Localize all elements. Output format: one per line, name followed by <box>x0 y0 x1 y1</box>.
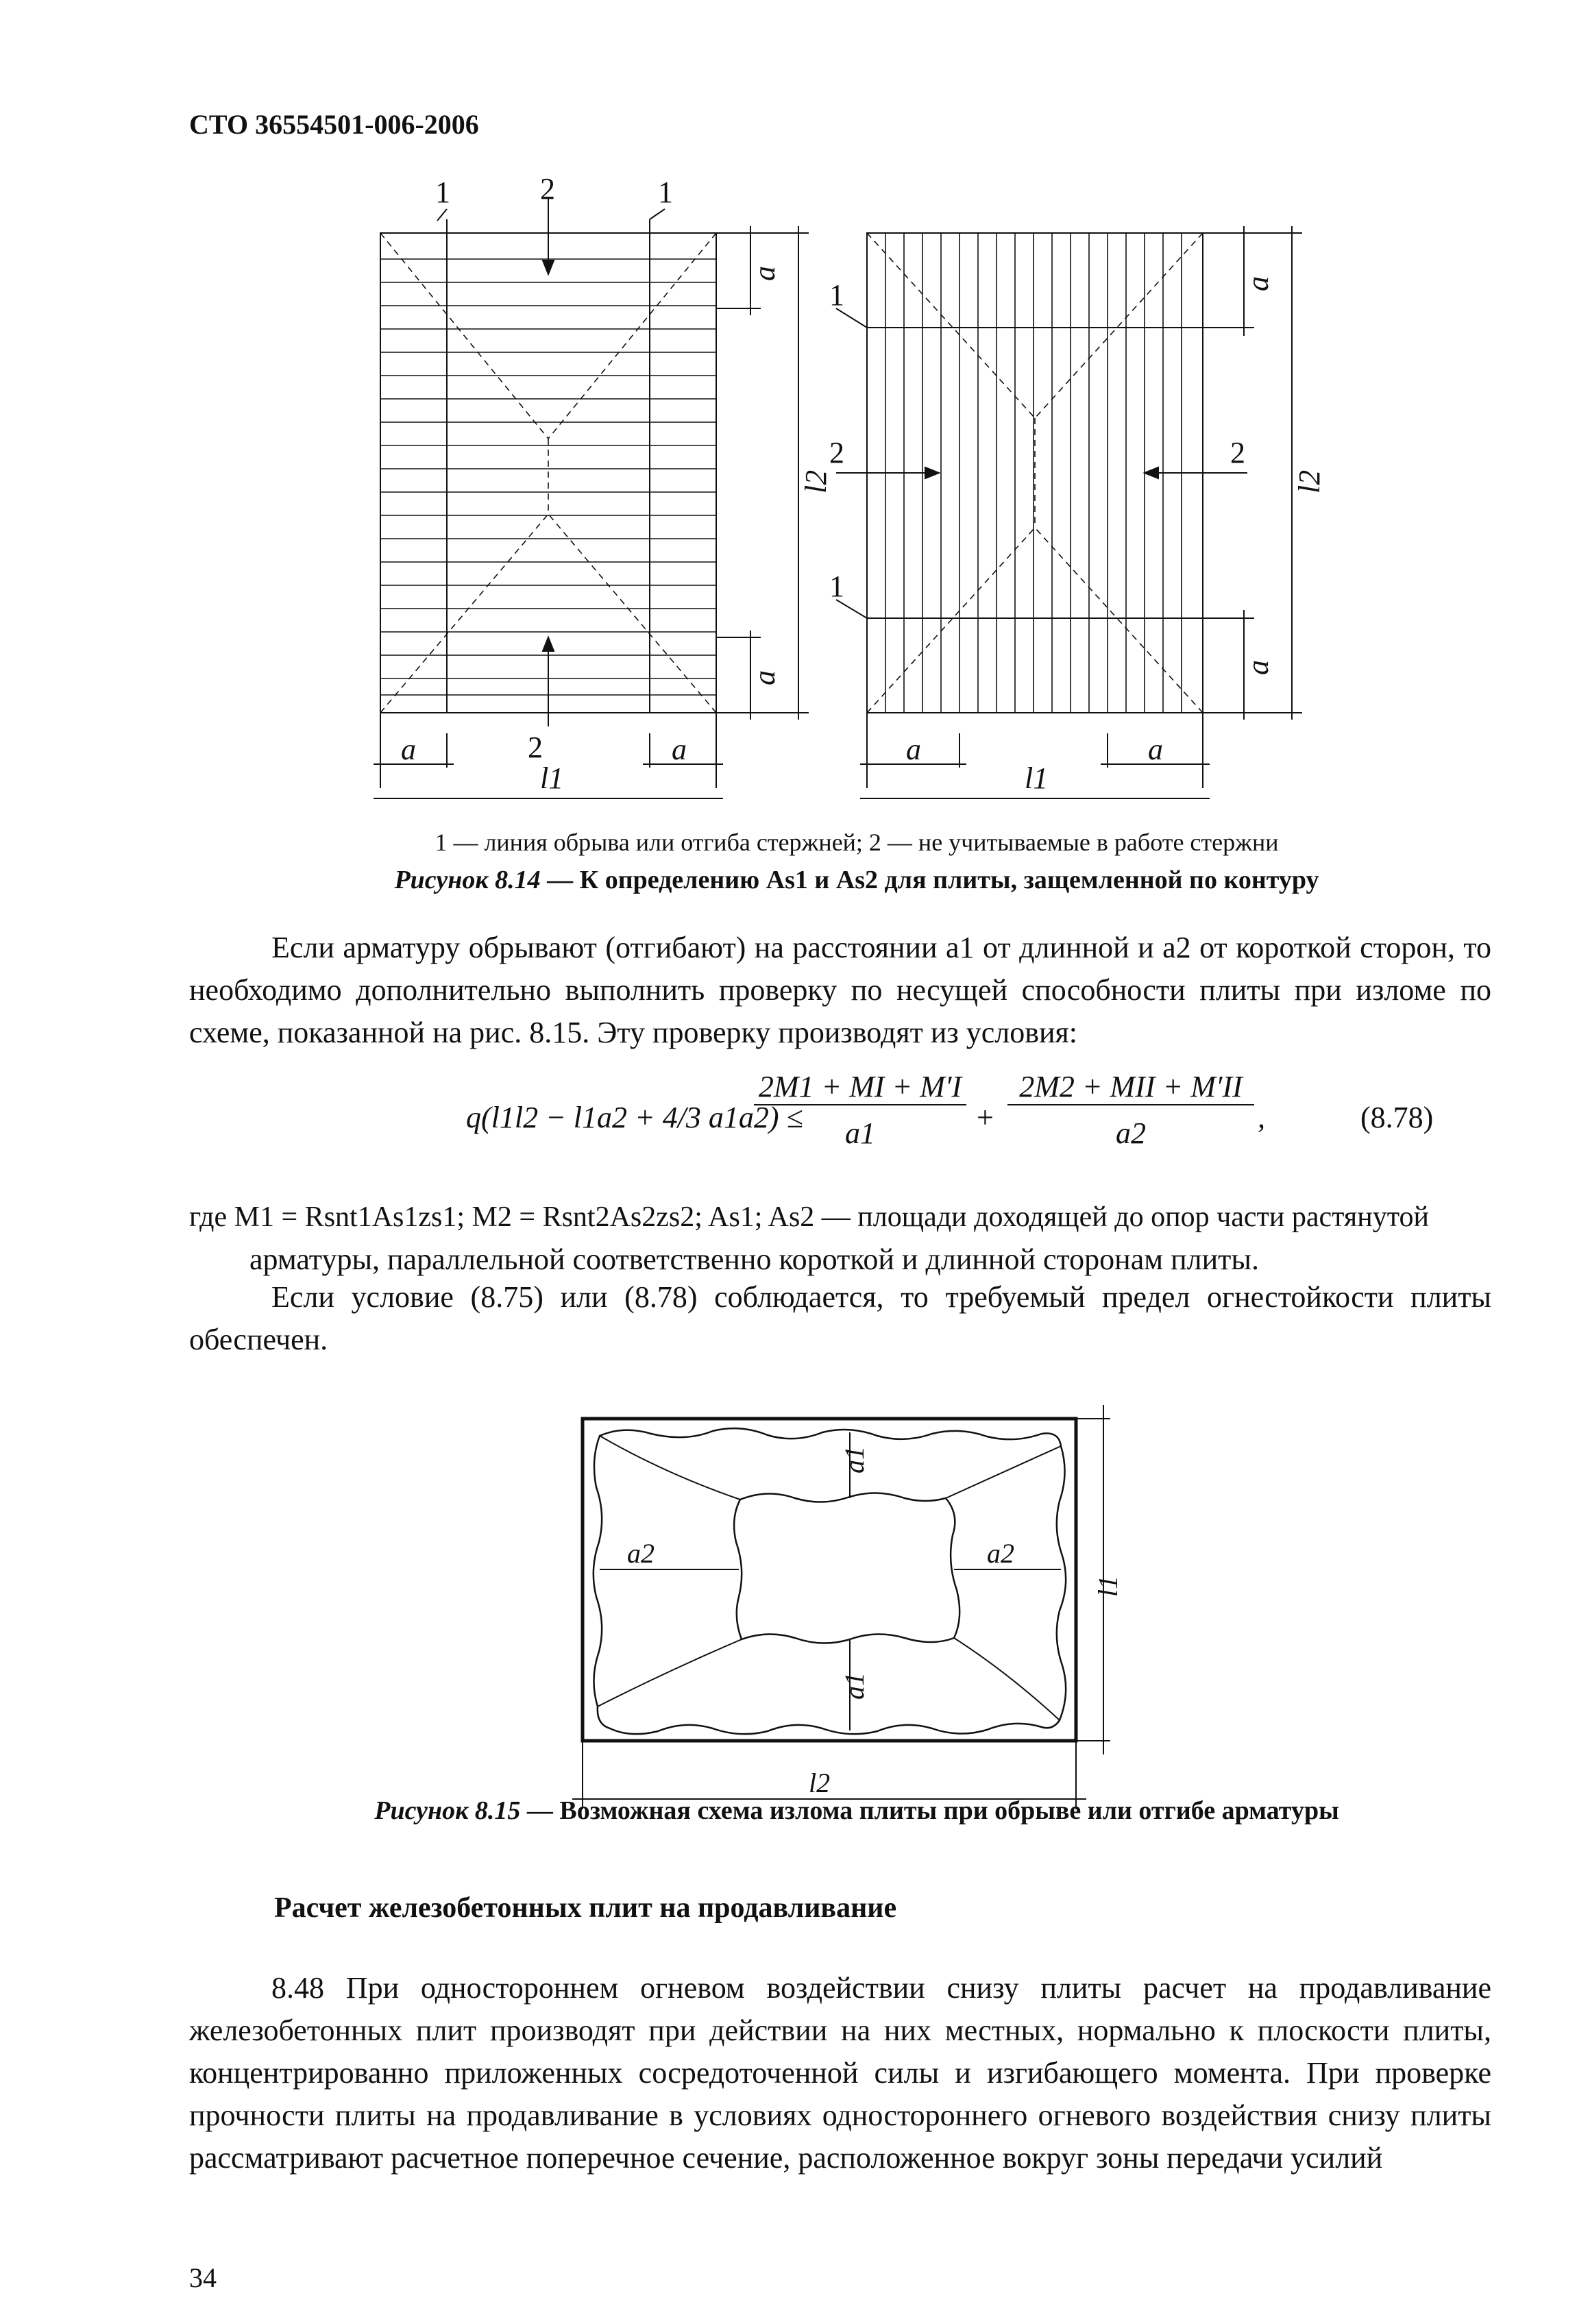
figure-8-15 <box>562 1398 1124 1823</box>
fig14-label-2-top: 2 <box>540 172 555 206</box>
fig14-dim-l1-left: l1 <box>540 761 564 795</box>
formula-lhs: q(l1l2 − l1a2 + 4/3 a1a2) ≤ <box>466 1101 803 1134</box>
fig15-caption <box>274 1796 1439 1826</box>
paragraph-2 <box>189 1276 1491 1361</box>
paragraph-1 <box>189 927 1491 1054</box>
fig14-dim-a-right2: a <box>1148 733 1163 766</box>
page-number: 34 <box>189 2262 217 2293</box>
figure-8-14 <box>370 171 1330 816</box>
fig15-dim-l1: l1 <box>1092 1575 1123 1597</box>
paragraph-8-48 <box>189 1967 1491 2179</box>
fig15-dim-a2-right: a2 <box>987 1538 1014 1569</box>
fig14-label-1-left: 1 <box>435 175 450 209</box>
fig14-label-2-bottom: 2 <box>528 731 543 764</box>
paragraph-1-text: Если арматуру обрывают (отгибают) на расстоянии a1 от длинной и a2 от короткой сторон, то необходимо дополнительно выполнить проверку по несущей способности плиты при изломе по схеме, показанной на рис. 8.15. Эту проверку производят из условия: <box>189 931 1491 1049</box>
formula-end: , <box>1258 1101 1265 1134</box>
formula-term2-num: 2M2 + MII + M′II <box>1007 1069 1254 1105</box>
fig15-dim-l2: l2 <box>809 1768 831 1798</box>
formula-term1-den: a1 <box>845 1116 875 1150</box>
fig14-label-2-r-right: 2 <box>1230 436 1245 469</box>
equation-number: (8.78) <box>1360 1101 1434 1134</box>
fig14-label-1-r-bottom: 1 <box>829 570 844 603</box>
fig14-dim-a-rv2: a <box>1241 660 1275 675</box>
formula-term2-den: a2 <box>1116 1116 1146 1150</box>
where-line-2: арматуры, параллельной соответственно короткой и длинной сторонам плиты. <box>249 1243 1259 1276</box>
formula-term1-num: 2M1 + MI + M′I <box>754 1069 966 1105</box>
document-code: СТО 36554501-006-2006 <box>189 109 479 140</box>
fig14-caption <box>274 865 1439 895</box>
fig14-dim-l2-right: l2 <box>1293 469 1326 493</box>
fig14-dim-a-left1: a <box>401 733 416 766</box>
fig15-caption-text: — Возможная схема излома плиты при обрыве или отгибе арматуры <box>526 1796 1339 1825</box>
paragraph-2-text: Если условие (8.75) или (8.78) соблюдается, то требуемый предел огнестойкости плиты обеспечен. <box>189 1280 1491 1356</box>
fig14-dim-a-right1: a <box>906 733 921 766</box>
fig14-legend: 1 — линия обрыва или отгиба стержней; 2 — не учитываемые в работе стержни <box>435 829 1279 856</box>
fig14-label-1-r-top: 1 <box>829 278 844 312</box>
fig15-dim-a1-bottom: a1 <box>839 1672 870 1700</box>
fig14-dim-a-rv1: a <box>1241 276 1275 291</box>
fig15-dim-a2-left: a2 <box>627 1538 655 1569</box>
fig14-label-2-r-left: 2 <box>829 436 844 469</box>
fig14-dim-l1-right: l1 <box>1025 761 1049 795</box>
fig14-dim-a-left2: a <box>672 733 687 766</box>
fig14-dim-l2-left: l2 <box>799 469 833 493</box>
where-line-1: где M1 = Rsnt1As1zs1; M2 = Rsnt2As2zs2; As1; As2 — площади доходящей до опор части растянутой <box>189 1201 1429 1233</box>
fig14-dim-a-v1: a <box>748 266 781 281</box>
fig15-dim-a1-top: a1 <box>839 1446 870 1473</box>
formula-8-78 <box>466 1069 1288 1172</box>
fig15-caption-prefix: Рисунок 8.15 <box>374 1796 521 1825</box>
fig14-caption-prefix: Рисунок 8.14 <box>394 866 541 894</box>
fig14-dim-a-v2: a <box>748 670 781 685</box>
where-block <box>189 1196 1491 1281</box>
fig14-caption-text: — К определению As1 и As2 для плиты, защемленной по контуру <box>547 866 1319 894</box>
section-title: Расчет железобетонных плит на продавливание <box>274 1892 897 1924</box>
formula-plus: + <box>977 1101 994 1134</box>
fig14-label-1-right: 1 <box>658 175 673 209</box>
paragraph-8-48-text: 8.48 При одностороннем огневом воздействии снизу плиты расчет на продавливание железобетонных плит производят при действии на них местных, нормально к плоскости плиты, концентрированно приложенных сосредоточенной силы и изгибающего момента. При проверке прочности плиты на продавливание в условиях одностороннего огневого воздействия снизу плиты рассматривают расчетное поперечное сечение, расположенное вокруг зоны передачи усилий <box>189 1971 1491 2175</box>
